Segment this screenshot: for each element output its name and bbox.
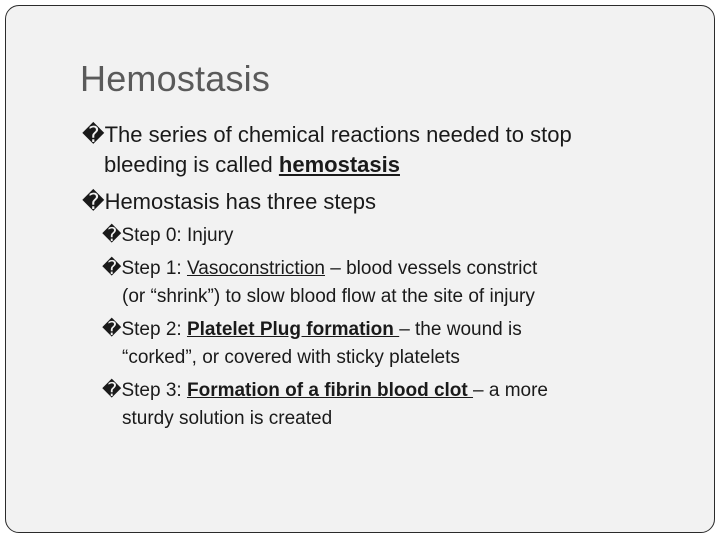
step-continuation: “corked”, or covered with sticky platelets: [122, 347, 460, 368]
bullet-glyph-icon: �: [102, 225, 122, 246]
bullet-glyph-icon: �: [102, 319, 122, 340]
step-2-line-2: [122, 344, 460, 372]
step-continuation: (or “shrink”) to slow blood flow at the site of injury: [122, 286, 535, 307]
step-1-line-1: [102, 255, 537, 283]
step-label: Step 1:: [121, 258, 187, 279]
step-rest: – blood vessels constrict: [324, 258, 538, 279]
step-label: Step 2:: [121, 319, 187, 340]
bullet-glyph-icon: �: [82, 189, 105, 214]
step-3-line-2: [122, 405, 332, 433]
step-term: Platelet Plug formation: [186, 319, 400, 340]
bullet-text: bleeding is called: [104, 152, 279, 177]
step-0: [102, 222, 233, 250]
bullet-glyph-icon: �: [82, 122, 105, 147]
step-rest: – the wound is: [399, 319, 522, 340]
bullet-text: Hemostasis has three steps: [104, 189, 377, 214]
step-term: Vasoconstriction: [186, 258, 325, 279]
hemostasis-term: hemostasis: [278, 152, 400, 177]
bullet-item-2: [82, 187, 376, 217]
bullet-glyph-icon: �: [102, 380, 122, 401]
step-term: Formation of a fibrin blood clot: [186, 380, 474, 401]
bullet-item-1-line-2: [104, 150, 400, 180]
step-rest: – a more: [473, 380, 548, 401]
bullet-glyph-icon: �: [102, 258, 122, 279]
step-2-line-1: [102, 316, 522, 344]
step-continuation: sturdy solution is created: [122, 408, 333, 429]
bullet-text: The series of chemical reactions needed to stop: [104, 122, 572, 147]
slide-title: Hemostasis: [80, 58, 271, 99]
step-1-line-2: [122, 283, 535, 311]
step-text: Step 0: Injury: [121, 225, 234, 246]
bullet-item-1-line-1: [82, 120, 572, 150]
step-label: Step 3:: [121, 380, 187, 401]
step-3-line-1: [102, 377, 548, 405]
